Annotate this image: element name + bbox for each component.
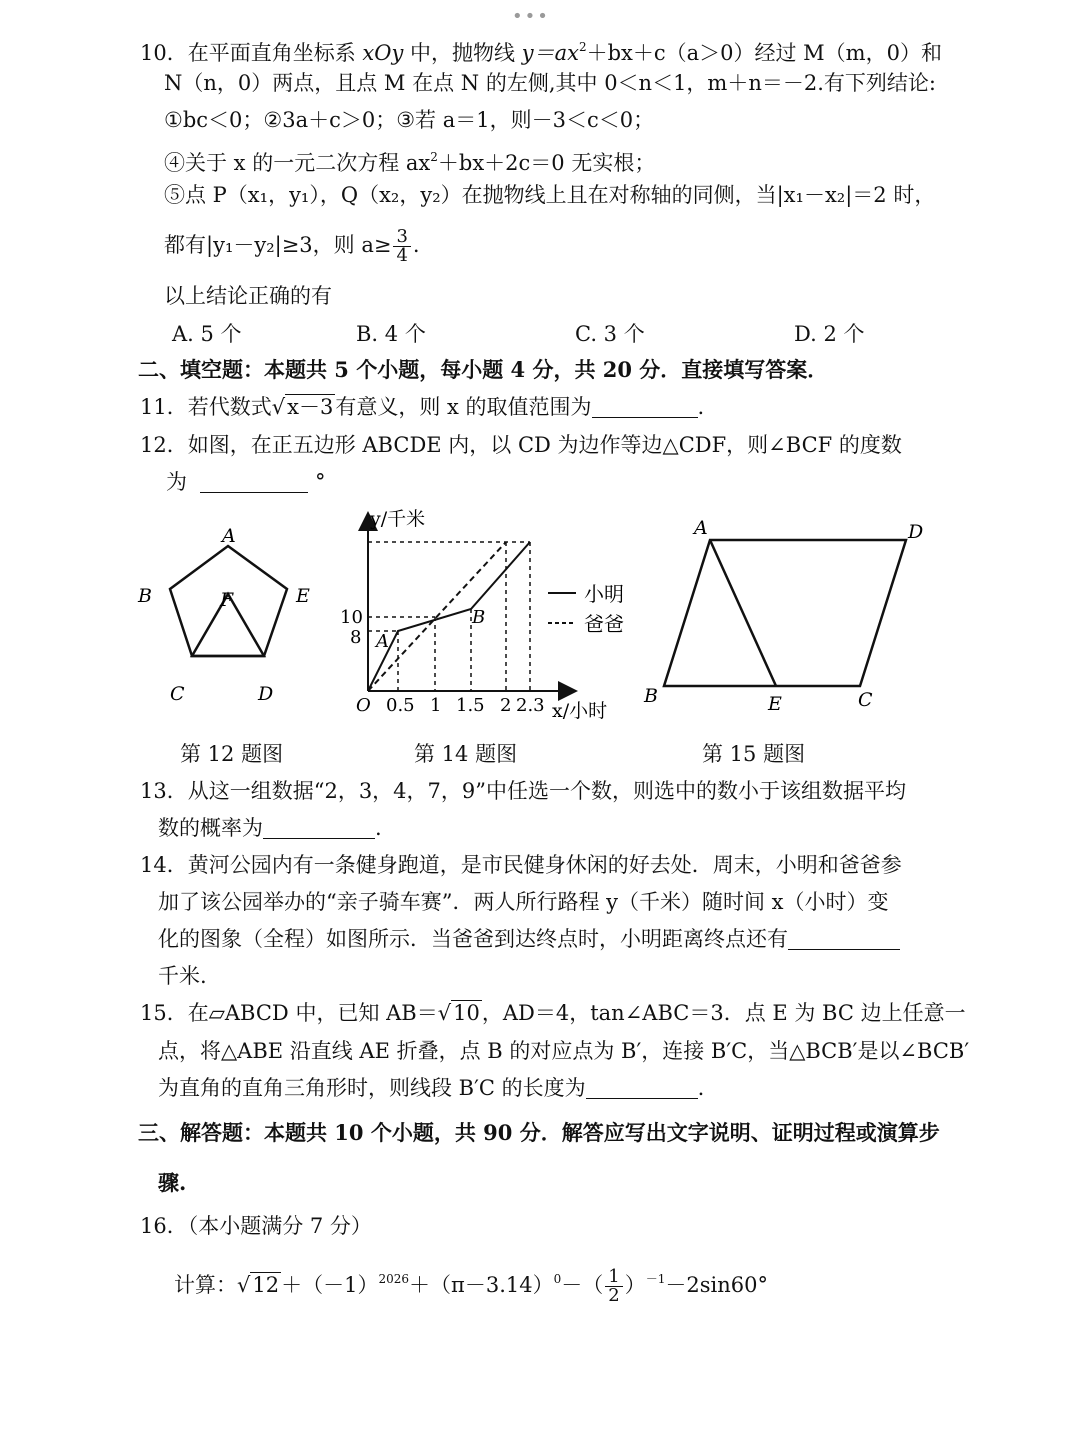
fraction-one-half: $\frac{1}{2}$ [605,1268,622,1305]
q10-line-3: ①bc＜0；②3a＋c＞0；③若 a＝1，则－3＜c＜0； [164,108,655,132]
q10-choice-d[interactable]: D. 2 个 [794,322,865,346]
q12-line-2: 为 ° [166,470,326,494]
q12-line-1: 12．如图，在正五边形 ABCDE 内，以 CD 为边作等边△CDF，则∠BCF 的度数 [140,433,902,457]
q10-choice-c[interactable]: C. 3 个 [575,322,645,346]
x-tick-2-3: 2.3 [516,695,545,716]
q16-heading: 16．（本小题满分 7 分） [140,1214,372,1238]
q12-answer-blank[interactable] [200,470,308,493]
q10-choice-b[interactable]: B. 4 个 [356,322,426,346]
label-C: C [170,683,185,705]
figure-14-graph [330,505,650,725]
q13-line-2: 数的概率为 . [158,816,382,840]
q16-expression: 计算：$√12+(-1)^{2026}+(\pi-3.14)^0-$（ $\frac{1}{2}$ ）$^{-1}$－2sin60° [174,1266,768,1306]
q14-line-2: 加了该公园举办的“亲子骑车赛”．两人所行路程 y（千米）随时间 x（小时）变 [158,890,889,914]
label-A: A [222,525,236,547]
origin-label: O [356,695,371,716]
q10-line-4: ④关于 x 的一元二次方程 $ax^2+bx+2c=0$ 无实根； [164,150,656,175]
caption-fig-14: 第 14 题图 [414,742,518,766]
x-tick-1-5: 1.5 [456,695,485,716]
y-tick-10: 10 [340,607,363,628]
section-3-heading: 三、解答题：本题共 10 个小题，共 90 分．解答应写出文字说明、证明过程或演算步 [138,1120,940,1145]
q14-line-1: 14．黄河公园内有一条健身跑道，是市民健身休闲的好去处．周末，小明和爸爸参 [140,853,902,877]
point-label-B: B [472,607,486,628]
sqrt-10: √10 [437,1001,480,1025]
label-D: D [908,521,924,543]
figure-12-pentagon [130,520,330,710]
q10-line-7: 以上结论正确的有 [164,284,332,308]
q10-line-6: 都有|y₁－y₂|≥3，则 a≥ $\frac{3}{4}$ . [164,226,420,266]
q15-line-1: 15．在▱ABCD 中，已知 AB＝√10，AD＝4，tan∠ABC＝3．点 E 为 BC 边上任意一 [140,998,966,1028]
legend-dad: 爸爸 [584,612,624,636]
sqrt-12: √12 [237,1273,280,1297]
label-E: E [296,585,310,607]
legend-xiaoming: 小明 [584,582,624,606]
q15-line-2: 点，将△ABE 沿直线 AE 折叠，点 B 的对应点为 B′，连接 B′C，当△BCB′是以∠BCB′ [158,1039,970,1063]
q10-choice-a[interactable]: A. 5 个 [172,322,242,346]
x-tick-0-5: 0.5 [386,695,415,716]
figure-15-parallelogram [630,510,930,715]
label-B: B [644,685,658,707]
q11-answer-blank[interactable] [592,395,698,418]
series-dad-line [368,542,506,691]
parallelogram-abcd [664,540,906,686]
x-axis-label: x/小时 [552,700,608,722]
point-label-A: A [376,631,389,652]
segment-ae [710,540,776,686]
q14-line-4: 千米. [158,964,207,988]
x-tick-1: 1 [430,695,442,716]
y-tick-8: 8 [350,627,362,648]
caption-fig-12: 第 12 题图 [180,742,284,766]
fraction-three-quarters: $\frac{3}{4}$ [393,228,410,265]
section-2-heading: 二、填空题：本题共 5 个小题，每小题 4 分，共 20 分．直接填写答案． [138,357,829,382]
q13-answer-blank[interactable] [263,816,375,839]
caption-fig-15: 第 15 题图 [702,742,806,766]
label-B: B [138,585,152,607]
label-F: F [220,589,234,611]
y-axis-label: y/千米 [370,508,426,530]
q13-line-1: 13．从这一组数据“2，3，4，7，9”中任选一个数，则选中的数小于该组数据平均 [140,779,906,803]
more-dots-icon[interactable]: ••• [512,6,550,27]
section-3-heading-cont: 骤. [158,1170,187,1195]
q10-line-1: 10．在平面直角坐标系 xOy 中，抛物线 $y=ax^2+bx+c(a>0)$经过 M（m，0）和 [140,40,942,65]
q10-line-5: ⑤点 P（x₁，y₁），Q（x₂，y₂）在抛物线上且在对称轴的同侧，当|x₁－x₂|＝2 时， [164,183,936,207]
label-E: E [768,693,782,715]
q15-answer-blank[interactable] [586,1076,698,1099]
q11-line: 11．若代数式√x－3有意义，则 x 的取值范围为 . [140,392,704,422]
x-tick-2: 2 [500,695,512,716]
q14-answer-blank[interactable] [788,927,900,950]
q14-line-3: 化的图象（全程）如图所示．当爸爸到达终点时，小明距离终点还有 [158,924,900,954]
label-C: C [858,689,873,711]
q10-line-2: N（n，0）两点，且点 M 在点 N 的左侧,其中 0＜n＜1，m＋n＝－2.有下列结论: [164,71,936,95]
sqrt-x-minus-3: √x－3 [271,395,334,419]
label-A: A [694,517,708,539]
label-D: D [258,683,274,705]
q15-line-3: 为直角的直角三角形时，则线段 B′C 的长度为 . [158,1076,705,1100]
